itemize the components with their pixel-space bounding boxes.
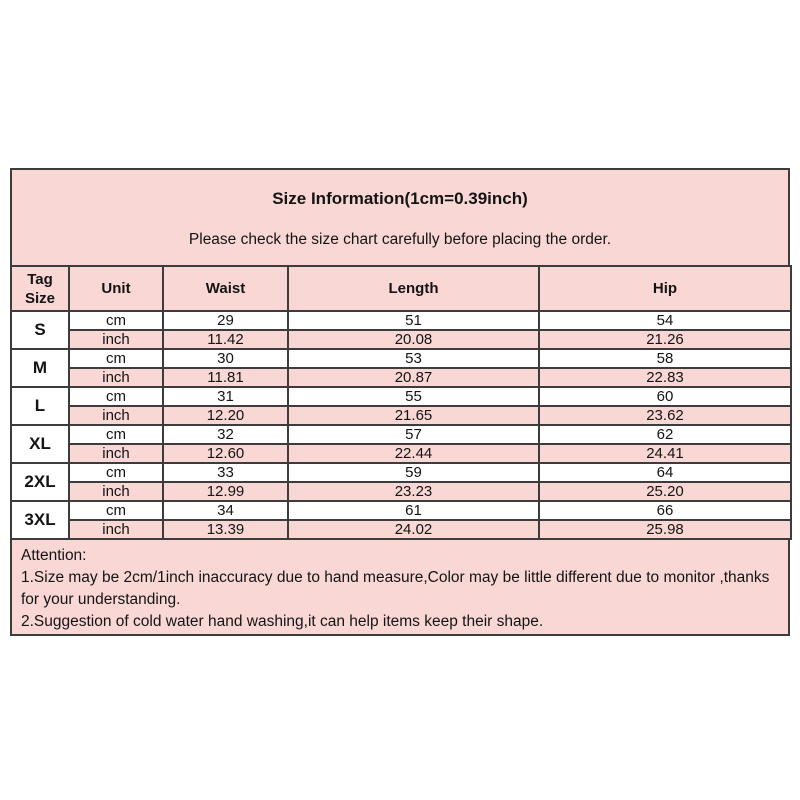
measurement-value: 31 [163,387,288,406]
measurement-value: 33 [163,463,288,482]
measurement-value: 54 [539,311,791,330]
size-chart-sheet [10,168,790,636]
table-row [11,349,791,368]
measurement-value: 29 [163,311,288,330]
measurement-value: 61 [288,501,539,520]
measurement-value: 22.44 [288,444,539,463]
table-row [11,444,791,463]
measurement-value: 11.42 [163,330,288,349]
attention-heading: Attention: [21,547,87,564]
unit-label: inch [69,482,163,501]
unit-label: inch [69,368,163,387]
table-row [11,406,791,425]
size-label: XL [11,425,69,463]
unit-label: inch [69,406,163,425]
measurement-value: 12.99 [163,482,288,501]
table-row [11,425,791,444]
chart-title: Size Information(1cm=0.39inch) [272,189,528,208]
table-header-row [11,266,791,311]
size-label: 3XL [11,501,69,539]
measurement-value: 24.02 [288,520,539,539]
measurement-value: 22.83 [539,368,791,387]
column-header-tag-size: Tag Size [11,266,69,311]
measurement-value: 64 [539,463,791,482]
table-row [11,387,791,406]
table-row [11,368,791,387]
measurement-value: 21.26 [539,330,791,349]
attention-note: 1.Size may be 2cm/1inch inaccuracy due to hand measure,Color may be little different due to monitor ,thanks for your understanding. [21,569,770,608]
unit-label: inch [69,330,163,349]
measurement-value: 30 [163,349,288,368]
table-row [11,501,791,520]
unit-label: cm [69,311,163,330]
measurement-value: 55 [288,387,539,406]
measurement-value: 60 [539,387,791,406]
table-row [11,330,791,349]
attention-box [10,538,790,636]
table-row [11,520,791,539]
column-header-unit: Unit [69,266,163,311]
column-header-waist: Waist [163,266,288,311]
size-label: S [11,311,69,349]
column-header-hip: Hip [539,266,791,311]
measurement-value: 66 [539,501,791,520]
measurement-value: 25.20 [539,482,791,501]
measurement-value: 53 [288,349,539,368]
measurement-value: 57 [288,425,539,444]
measurement-value: 24.41 [539,444,791,463]
measurement-value: 23.62 [539,406,791,425]
table-row [11,311,791,330]
measurement-value: 23.23 [288,482,539,501]
unit-label: inch [69,520,163,539]
measurement-value: 34 [163,501,288,520]
measurement-value: 20.87 [288,368,539,387]
measurement-value: 32 [163,425,288,444]
measurement-value: 51 [288,311,539,330]
column-header-length: Length [288,266,539,311]
chart-subtitle: Please check the size chart carefully before placing the order. [188,231,612,248]
size-label: L [11,387,69,425]
unit-label: inch [69,444,163,463]
measurement-value: 62 [539,425,791,444]
table-row [11,482,791,501]
unit-label: cm [69,425,163,444]
title-box [10,168,790,267]
measurement-value: 58 [539,349,791,368]
measurement-value: 59 [288,463,539,482]
measurement-value: 21.65 [288,406,539,425]
measurement-value: 12.20 [163,406,288,425]
unit-label: cm [69,463,163,482]
unit-label: cm [69,501,163,520]
table-row [11,463,791,482]
unit-label: cm [69,387,163,406]
size-label: M [11,349,69,387]
measurement-value: 25.98 [539,520,791,539]
attention-note: 2.Suggestion of cold water hand washing,it can help items keep their shape. [21,613,544,630]
measurement-value: 11.81 [163,368,288,387]
measurement-value: 13.39 [163,520,288,539]
size-label: 2XL [11,463,69,501]
measurement-value: 12.60 [163,444,288,463]
size-table [10,265,792,540]
measurement-value: 20.08 [288,330,539,349]
unit-label: cm [69,349,163,368]
